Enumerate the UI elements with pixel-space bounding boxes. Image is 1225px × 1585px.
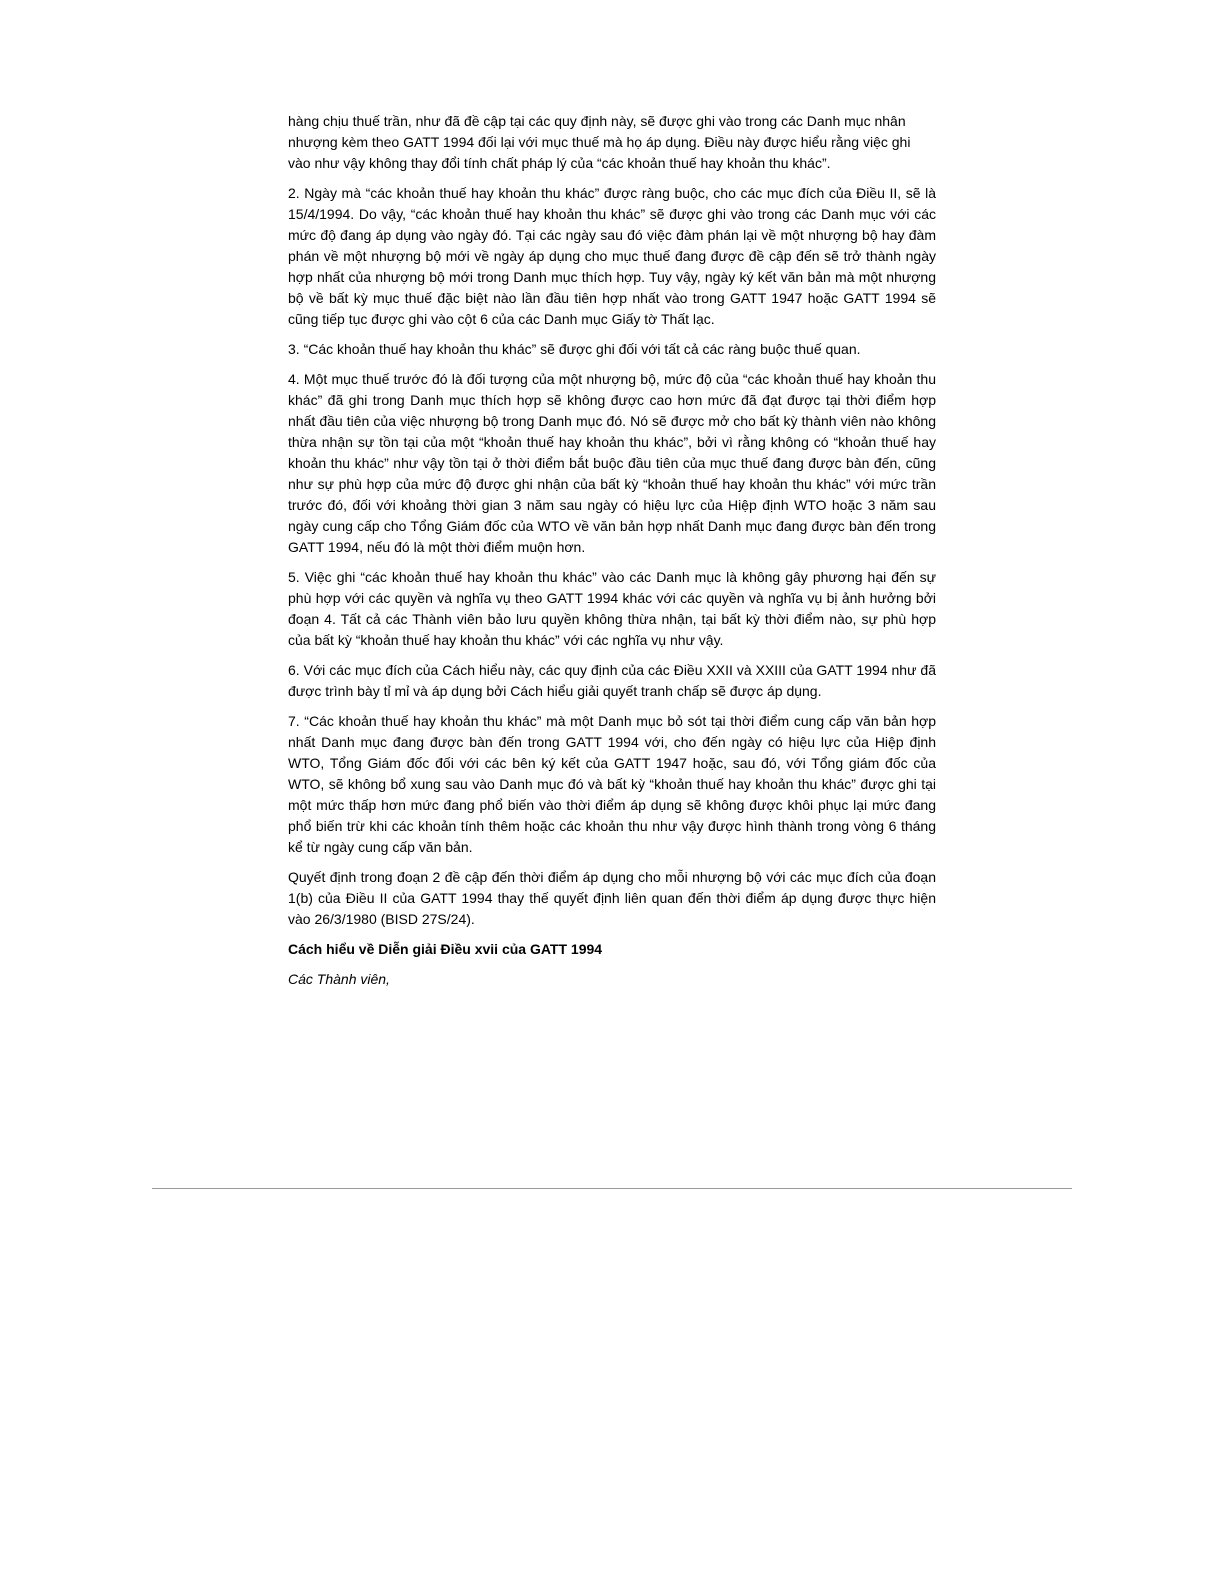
page-divider bbox=[152, 1188, 1072, 1189]
paragraph-decision: Quyết định trong đoạn 2 đề cập đến thời điểm áp dụng cho mỗi nhượng bộ với các mục đích của đoạn 1(b) của Điều II của GATT 1994 thay thế quyết định liên quan đến thời điểm áp dụng được thực hiện vào 26/3/1980 (BISD 27S/24). bbox=[288, 869, 936, 927]
paragraph-5: 5. Việc ghi “các khoản thuế hay khoản thu khác” vào các Danh mục là không gây phương hại đến sự phù hợp với các quyền và nghĩa vụ theo GATT 1994 khác với các quyền và nghĩa vụ bị ảnh hưởng bởi đoạn 4. Tất cả các Thành viên bảo lưu quyền không thừa nhận, tại bất kỳ thời điểm nào, sự phù hợp của bất kỳ “khoản thuế hay khoản thu khác” với các nghĩa vụ như vậy. bbox=[288, 569, 936, 648]
document-body bbox=[288, 111, 936, 999]
paragraph-7: 7. “Các khoản thuế hay khoản thu khác” mà một Danh mục bỏ sót tại thời điểm cung cấp văn bản hợp nhất Danh mục đang được bàn đến trong GATT 1994 với, cho đến ngày có hiệu lực của Hiệp định WTO, Tổng Giám đốc đối với các bên ký kết của GATT 1947 hoặc, sau đó, với Tổng giám đốc của WTO, sẽ không bổ xung sau vào Danh mục đó và bất kỳ “khoản thuế hay khoản thu khác” được ghi tại một mức thấp hơn mức đang phổ biến vào thời điểm áp dụng sẽ không được khôi phục lại mức đang phổ biến trừ khi các khoản tính thêm hoặc các khoản thu như vậy được hình thành trong vòng 6 tháng kể từ ngày cung cấp văn bản. bbox=[288, 713, 936, 855]
paragraph-2: 2. Ngày mà “các khoản thuế hay khoản thu khác” được ràng buộc, cho các mục đích của Điều II, sẽ là 15/4/1994. Do vậy, “các khoản thuế hay khoản thu khác” sẽ được ghi vào trong các Danh mục với các mức độ đang áp dụng vào ngày đó. Tại các ngày sau đó việc đàm phán lại về một nhượng bộ hay đàm phán về một nhượng bộ mới về ngày áp dụng cho mục thuế đang được đề cập đến sẽ trở thành ngày hợp nhất của nhượng bộ mới trong Danh mục thích hợp. Tuy vậy, ngày ký kết văn bản mà một nhượng bộ về bất kỳ mục thuế đặc biệt nào lần đầu tiên hợp nhất vào trong GATT 1947 hoặc GATT 1994 sẽ cũng tiếp tục được ghi vào cột 6 của các Danh mục Giấy tờ Thất lạc. bbox=[288, 185, 936, 327]
paragraph-6: 6. Với các mục đích của Cách hiểu này, các quy định của các Điều XXII và XXIII của GATT 1994 như đã được trình bày tỉ mỉ và áp dụng bởi Cách hiểu giải quyết tranh chấp sẽ được áp dụng. bbox=[288, 662, 936, 699]
members-italic-line: Các Thành viên, bbox=[288, 971, 390, 987]
section-heading: Cách hiểu về Diễn giải Điều xvii của GATT 1994 bbox=[288, 941, 603, 957]
paragraph-4: 4. Một mục thuế trước đó là đối tượng của một nhượng bộ, mức độ của “các khoản thuế hay khoản thu khác” đã ghi trong Danh mục thích hợp sẽ không được cao hơn mức đã đạt được tại thời điểm hợp nhất đầu tiên của việc nhượng bộ trong Danh mục đó. Nó sẽ được mở cho bất kỳ thành viên nào không thừa nhận sự tồn tại của một “khoản thuế hay khoản thu khác”, bởi vì rằng không có “khoản thuế hay khoản thu khác” như vậy tồn tại ở thời điểm bắt buộc đầu tiên của mục thuế đang được bàn đến, cũng như sự phù hợp của mức độ được ghi nhận của bất kỳ “khoản thuế hay khoản thu khác” với mức trần trước đó, đối với khoảng thời gian 3 năm sau ngày có hiệu lực của Hiệp định WTO hoặc 3 năm sau ngày cung cấp cho Tổng Giám đốc của WTO về văn bản hợp nhất Danh mục đang được bàn đến trong GATT 1994, nếu đó là một thời điểm muộn hơn. bbox=[288, 371, 936, 555]
paragraph-continuation: hàng chịu thuế trần, như đã đề cập tại các quy định này, sẽ được ghi vào trong các Danh mục nhân nhượng kèm theo GATT 1994 đối lại với mục thuế mà họ áp dụng. Điều này được hiểu rằng việc ghi vào như vậy không thay đổi tính chất pháp lý của “các khoản thuế hay khoản thu khác”. bbox=[288, 113, 911, 171]
paragraph-3: 3. “Các khoản thuế hay khoản thu khác” sẽ được ghi đối với tất cả các ràng buộc thuế quan. bbox=[288, 341, 861, 357]
